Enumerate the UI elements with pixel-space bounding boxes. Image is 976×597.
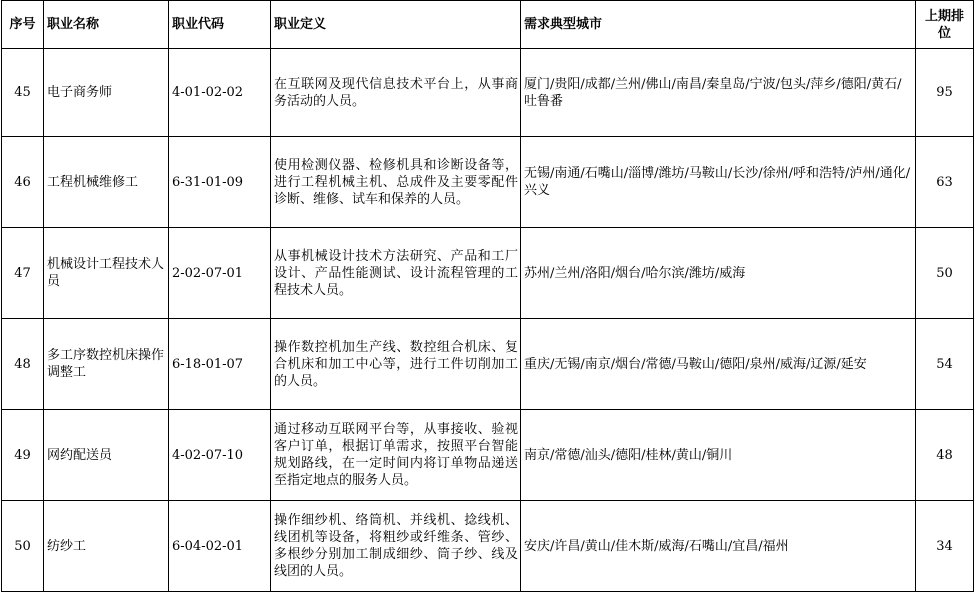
cell-seq: 46 [2,137,44,228]
cell-definition: 通过移动互联网平台等，从事接收、验视客户订单，根据订单需求，按照平台智能规划路线，在一定时间内将订单物品递送至指定地点的服务人员。 [271,410,521,501]
cell-rank: 63 [916,137,974,228]
cell-name: 电子商务师 [44,49,169,137]
header-definition: 职业定义 [271,1,521,49]
table-row [2,228,974,319]
cell-name: 工程机械维修工 [44,137,169,228]
cell-rank: 50 [916,228,974,319]
table-row [2,501,974,592]
cell-name: 纺纱工 [44,501,169,592]
header-seq: 序号 [2,1,44,49]
cell-cities: 安庆/许昌/黄山/佳木斯/威海/石嘴山/宜昌/福州 [521,501,916,592]
cell-rank: 95 [916,49,974,137]
cell-rank: 34 [916,501,974,592]
cell-cities: 南京/常德/汕头/德阳/桂林/黄山/铜川 [521,410,916,501]
cell-name: 机械设计工程技术人员 [44,228,169,319]
header-name: 职业名称 [44,1,169,49]
cell-cities: 厦门/贵阳/成都/兰州/佛山/南昌/秦皇岛/宁波/包头/萍乡/德阳/黄石/吐鲁番 [521,49,916,137]
header-cities: 需求典型城市 [521,1,916,49]
cell-definition: 从事机械设计技术方法研究、产品和工厂设计、产品性能测试、设计流程管理的工程技术人员。 [271,228,521,319]
cell-code: 6-18-01-07 [169,319,271,410]
cell-cities: 重庆/无锡/南京/烟台/常德/马鞍山/德阳/泉州/威海/辽源/延安 [521,319,916,410]
cell-name: 网约配送员 [44,410,169,501]
occupation-table [1,0,974,592]
header-rank: 上期排位 [916,1,974,49]
cell-seq: 48 [2,319,44,410]
cell-code: 4-02-07-10 [169,410,271,501]
cell-definition: 操作数控机加生产线、数控组合机床、复合机床和加工中心等，进行工件切削加工的人员。 [271,319,521,410]
table-row [2,319,974,410]
cell-seq: 45 [2,49,44,137]
cell-cities: 无锡/南通/石嘴山/淄博/潍坊/马鞍山/长沙/徐州/呼和浩特/泸州/通化/兴义 [521,137,916,228]
table-header-row [2,1,974,49]
table-row [2,137,974,228]
cell-definition: 操作细纱机、络筒机、并线机、捻线机、线团机等设备，将粗纱或纤维条、管纱、多根纱分别加工制成细纱、筒子纱、线及线团的人员。 [271,501,521,592]
cell-name: 多工序数控机床操作调整工 [44,319,169,410]
cell-seq: 47 [2,228,44,319]
cell-code: 2-02-07-01 [169,228,271,319]
cell-seq: 50 [2,501,44,592]
cell-definition: 在互联网及现代信息技术平台上，从事商务活动的人员。 [271,49,521,137]
cell-rank: 48 [916,410,974,501]
cell-definition: 使用检测仪器、检修机具和诊断设备等，进行工程机械主机、总成件及主要零配件诊断、维修、试车和保养的人员。 [271,137,521,228]
table-row [2,410,974,501]
cell-rank: 54 [916,319,974,410]
cell-code: 6-31-01-09 [169,137,271,228]
cell-seq: 49 [2,410,44,501]
cell-code: 6-04-02-01 [169,501,271,592]
table-row [2,49,974,137]
cell-code: 4-01-02-02 [169,49,271,137]
header-code: 职业代码 [169,1,271,49]
cell-cities: 苏州/兰州/洛阳/烟台/哈尔滨/潍坊/威海 [521,228,916,319]
